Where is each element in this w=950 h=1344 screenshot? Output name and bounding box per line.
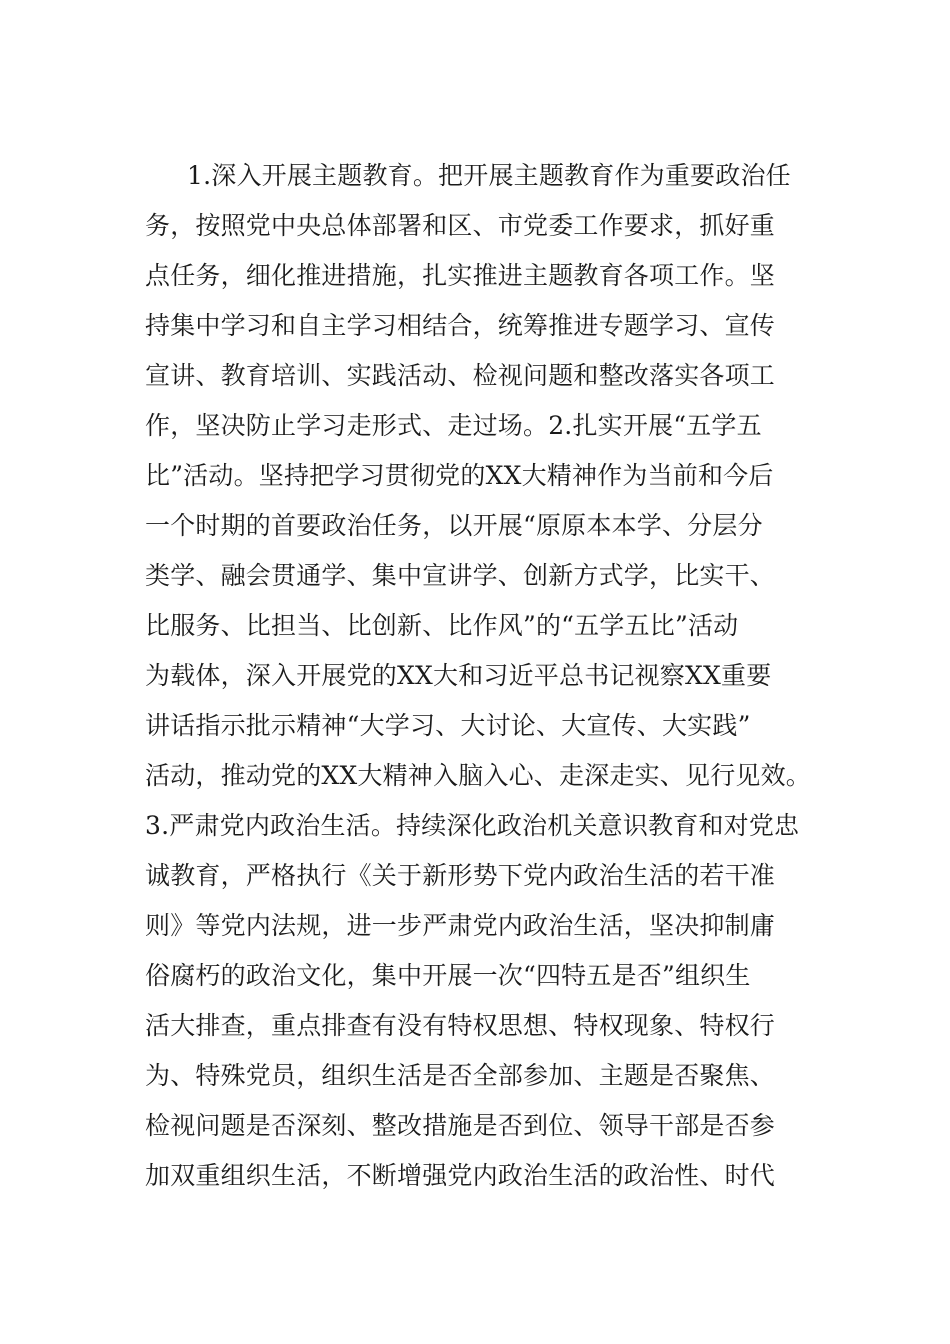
text-line: 类学、融会贯通学、集中宣讲学、创新方式学，比实干、 [145, 561, 776, 590]
text-line: 3.严肃党内政治生活。持续深化政治机关意识教育和对党忠 [145, 811, 800, 840]
text-line: 比”活动。坚持把学习贯彻党的XX大精神作为当前和今后 [145, 461, 774, 490]
text-line: 活大排查，重点排查有没有特权思想、特权现象、特权行 [145, 1011, 776, 1040]
text-line: 为、特殊党员，组织生活是否全部参加、主题是否聚焦、 [145, 1061, 776, 1090]
text-line: 持集中学习和自主学习相结合，统筹推进专题学习、宣传 [145, 311, 776, 340]
text-line: 讲话指示批示精神“大学习、大讨论、大宣传、大实践” [145, 711, 751, 740]
text-line: 活动，推动党的XX大精神入脑入心、走深走实、见行见效。 [145, 761, 811, 790]
text-line: 务，按照党中央总体部署和区、市党委工作要求，抓好重 [145, 211, 776, 240]
text-line: 诚教育，严格执行《关于新形势下党内政治生活的若干准 [145, 861, 776, 890]
text-line: 点任务，细化推进措施，扎实推进主题教育各项工作。坚 [145, 261, 776, 290]
text-line: 为载体，深入开展党的XX大和习近平总书记视察XX重要 [145, 661, 772, 690]
body-paragraph [145, 151, 825, 1201]
text-line: 比服务、比担当、比创新、比作风”的“五学五比”活动 [145, 611, 739, 640]
text-line: 1.深入开展主题教育。把开展主题教育作为重要政治任 [187, 161, 791, 190]
text-line: 作，坚决防止学习走形式、走过场。2.扎实开展“五学五 [145, 411, 762, 440]
text-line: 俗腐朽的政治文化，集中开展一次“四特五是否”组织生 [145, 961, 751, 990]
text-line: 宣讲、教育培训、实践活动、检视问题和整改落实各项工 [145, 361, 776, 390]
text-line: 则》等党内法规，进一步严肃党内政治生活，坚决抑制庸 [145, 911, 776, 940]
text-line: 一个时期的首要政治任务，以开展“原原本本学、分层分 [145, 511, 763, 540]
text-line: 检视问题是否深刻、整改措施是否到位、领导干部是否参 [145, 1111, 776, 1140]
text-line: 加双重组织生活，不断增强党内政治生活的政治性、时代 [145, 1161, 776, 1190]
